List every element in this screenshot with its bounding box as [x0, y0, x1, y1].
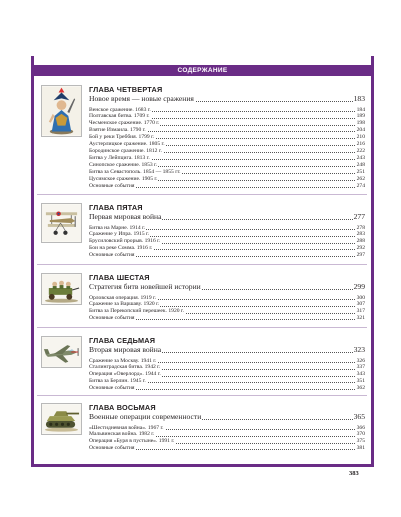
chapter-section-8 — [38, 400, 366, 462]
toc-entry[interactable] — [89, 225, 365, 232]
entry-page: 337 — [356, 364, 365, 371]
entry-title: Битва за Перекопский перешеек. 1920 г. — [89, 308, 184, 315]
chapter-label: ГЛАВА ПЯТАЯ — [89, 203, 143, 212]
entry-title: Бои на реке Сомма. 1916 г. — [89, 245, 153, 252]
chapter-title: Военные операции современности — [89, 412, 202, 421]
entry-page: 307 — [356, 301, 365, 308]
chapter-text — [89, 203, 365, 259]
entry-page: 198 — [356, 120, 365, 127]
chapter-label: ГЛАВА СЕДЬМАЯ — [89, 336, 156, 345]
chapter-label: ГЛАВА ЧЕТВЕРТАЯ — [89, 85, 163, 94]
entry-title: Венское сражение. 1683 г. — [89, 106, 151, 113]
chapter-label: ГЛАВА ВОСЬМАЯ — [89, 403, 156, 412]
toc-entry[interactable] — [89, 134, 365, 141]
entry-page: 248 — [356, 162, 365, 168]
contents-header — [31, 65, 374, 76]
chapter-divider — [37, 194, 367, 195]
entry-title: Полтавская битва. 1709 г. — [89, 113, 150, 120]
entry-title: «Шестидневная война». 1967 г. — [89, 424, 164, 431]
entry-title: Основные события — [89, 385, 135, 392]
entry-title: Операция «Оверлорд». 1944 г. — [89, 371, 161, 378]
entry-title: Сражение за Варшаву. 1920 г. — [89, 301, 160, 308]
chapter-page: 299 — [353, 282, 365, 291]
entry-title: Аустерлицкое сражение. 1805 г. — [89, 141, 165, 148]
toc-entry[interactable] — [89, 120, 365, 127]
chapter-page: 183 — [353, 94, 365, 103]
entry-page: 216 — [356, 141, 365, 148]
soldier-figurine-icon — [41, 85, 82, 137]
entry-title: Бой у реки Треббия. 1799 г. — [89, 134, 155, 141]
toc-entry[interactable] — [89, 162, 365, 169]
chapter-title: Стратегия битв новейшей истории — [89, 282, 201, 291]
entry-title: Основные события — [89, 315, 135, 322]
entry-title: Сражение за Москву. 1941 г. — [89, 357, 157, 364]
toc-entry[interactable] — [89, 315, 365, 322]
chapter-title: Новое время — новые сражения — [89, 94, 194, 103]
contents-title: СОДЕРЖАНИЕ — [177, 67, 228, 74]
entry-title: Брусиловский прорыв. 1916 г. — [89, 238, 161, 245]
chapter-section-6 — [38, 270, 366, 327]
entry-page: 292 — [356, 245, 365, 252]
fighter-plane-icon — [41, 336, 82, 368]
entry-page: 262 — [356, 175, 365, 182]
toc-entry[interactable] — [89, 431, 365, 438]
entry-page: 317 — [356, 308, 365, 315]
entry-page: 366 — [356, 424, 365, 431]
frame-left-border — [31, 56, 34, 464]
entry-page: 210 — [356, 134, 365, 141]
toc-entry[interactable] — [89, 141, 365, 148]
chapter-section-7 — [38, 333, 366, 395]
entry-page: 243 — [356, 155, 365, 162]
entry-page: 370 — [356, 431, 365, 438]
entry-title: Операция «Буря в пустыне». 1991 г. — [89, 438, 175, 445]
chapter-title-row[interactable] — [89, 94, 365, 104]
page-number: 383 — [349, 470, 359, 477]
chapter-title: Вторая мировая война — [89, 345, 162, 354]
tank-icon — [41, 403, 82, 435]
entry-page: 283 — [356, 231, 365, 238]
entry-title: Основные события — [89, 445, 135, 452]
entry-title: Основные события — [89, 182, 135, 189]
chapter-section-5 — [38, 200, 366, 264]
chapter-title-row[interactable] — [89, 345, 365, 355]
frame-right-border — [371, 56, 374, 464]
entry-page: 189 — [356, 113, 365, 120]
toc-entry[interactable] — [89, 176, 365, 183]
biplane-icon — [41, 203, 82, 243]
chapter-page: 323 — [353, 345, 365, 354]
entry-page: 274 — [356, 182, 365, 189]
toc-entry[interactable] — [89, 169, 365, 176]
entry-page: 300 — [356, 294, 365, 301]
entry-page: 326 — [356, 357, 365, 364]
chapter-divider — [37, 264, 367, 265]
frame-bottom-border — [31, 464, 374, 467]
toc-entry[interactable] — [89, 371, 365, 378]
entry-title: Битва за Севастополь. 1854 — 1855 гг. — [89, 168, 181, 175]
entry-page: 184 — [356, 106, 365, 113]
chapter-section-4 — [38, 82, 366, 194]
chapter-divider — [37, 327, 367, 328]
chapter-text — [89, 403, 365, 452]
entry-page: 343 — [356, 371, 365, 378]
toc-entry[interactable] — [89, 385, 365, 392]
toc-entry[interactable] — [89, 238, 365, 245]
chapter-title: Первая мировая война — [89, 212, 162, 221]
chapter-page: 277 — [353, 212, 365, 221]
chapter-label: ГЛАВА ШЕСТАЯ — [89, 273, 150, 282]
entry-page: 288 — [356, 238, 365, 245]
entry-page: 222 — [356, 148, 365, 155]
entry-page: 297 — [356, 252, 365, 259]
toc-entry[interactable] — [89, 295, 365, 302]
entry-page: 204 — [356, 127, 365, 134]
entry-page: 375 — [356, 438, 365, 445]
toc-entry[interactable] — [89, 113, 365, 120]
toc-entry[interactable] — [89, 445, 365, 452]
chapter-title-row[interactable] — [89, 212, 365, 222]
toc-entry[interactable] — [89, 183, 365, 190]
entry-title: Основные события — [89, 252, 135, 259]
chapter-text — [89, 85, 365, 190]
entry-title: Взятие Измаила. 1790 г. — [89, 127, 146, 134]
entry-page: 278 — [356, 224, 365, 231]
cavalry-cart-icon — [41, 273, 82, 305]
entry-title: Синопское сражение. 1853 г. — [89, 162, 158, 168]
chapter-text — [89, 273, 365, 322]
entry-page: 362 — [356, 385, 365, 392]
entry-title: Битва за Берлин. 1945 г. — [89, 378, 146, 385]
entry-title: Мальвинская война. 1982 г. — [89, 431, 155, 438]
chapter-text — [89, 336, 365, 392]
entry-page: 351 — [356, 378, 365, 385]
entry-page: 251 — [356, 168, 365, 175]
chapter-title-row[interactable] — [89, 412, 365, 422]
entry-page: 321 — [356, 315, 365, 322]
toc-entry[interactable] — [89, 252, 365, 259]
entry-title: Чесменское сражение. 1770 г. — [89, 120, 160, 127]
entry-title: Бородинское сражение. 1812 г. — [89, 148, 162, 155]
toc-entry[interactable] — [89, 364, 365, 371]
chapter-divider — [37, 395, 367, 396]
chapter-title-row[interactable] — [89, 282, 365, 292]
entry-title: Орловская операция. 1919 г. — [89, 294, 157, 301]
entry-title: Цусимское сражение. 1905 г. — [89, 175, 158, 182]
entry-title: Битва у Лейпцига. 1813 г. — [89, 155, 150, 162]
entry-title: Битва на Марне. 1914 г. — [89, 224, 146, 231]
chapter-page: 365 — [353, 412, 365, 421]
entry-title: Сражение у Ипра. 1915 г. — [89, 231, 150, 238]
entry-title: Сталинградская битва. 1942 г. — [89, 364, 161, 371]
toc-entry[interactable] — [89, 155, 365, 162]
entry-page: 381 — [356, 445, 365, 452]
